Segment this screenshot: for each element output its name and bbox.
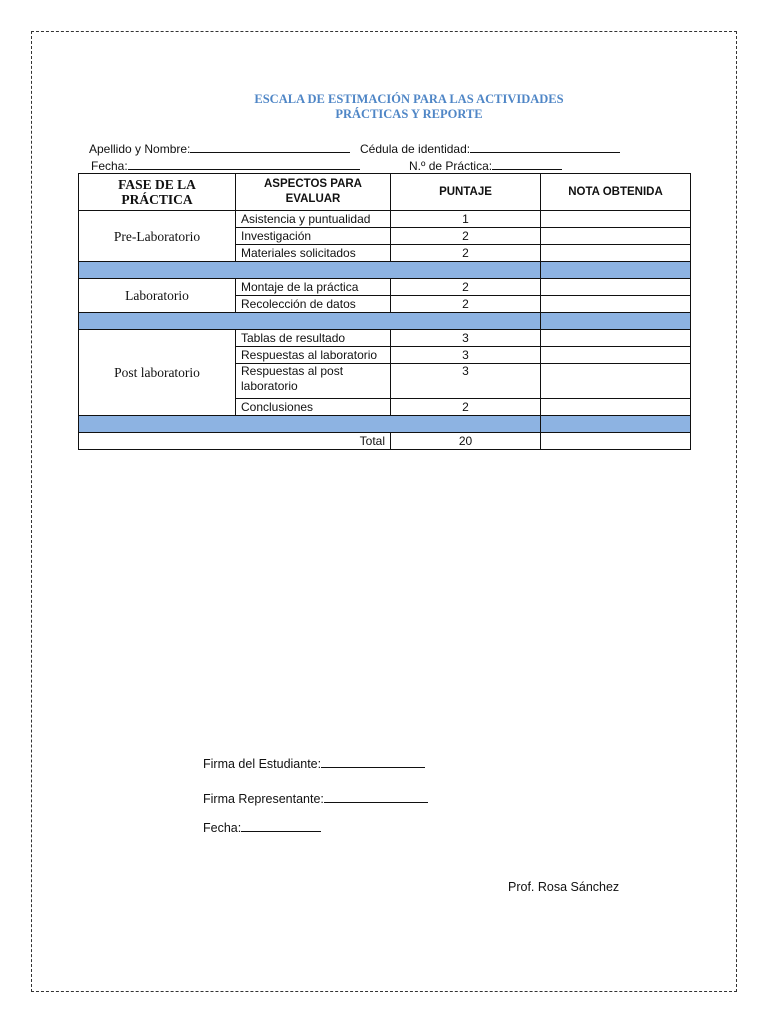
date-line[interactable] — [128, 157, 360, 170]
representative-signature-field — [203, 790, 428, 807]
name-field — [89, 140, 350, 156]
grade-cell[interactable] — [541, 228, 691, 245]
header-phase: FASE DE LA PRÁCTICA — [79, 174, 236, 211]
score-cell: 3 — [391, 347, 541, 364]
header-score: PUNTAJE — [391, 174, 541, 211]
score-cell: 3 — [391, 364, 541, 399]
table-row — [79, 330, 691, 347]
score-cell: 2 — [391, 279, 541, 296]
phase-pre-lab: Pre-Laboratorio — [79, 211, 236, 262]
score-cell: 2 — [391, 296, 541, 313]
score-cell: 2 — [391, 245, 541, 262]
practice-number-label: N.º de Práctica: — [409, 159, 493, 173]
grade-cell[interactable] — [541, 279, 691, 296]
separator-band — [79, 416, 541, 433]
aspect-cell: Investigación — [236, 228, 391, 245]
date-label: Fecha: — [91, 159, 128, 173]
aspect-cell: Respuestas al post laboratorio — [236, 364, 391, 399]
student-signature-field — [203, 755, 425, 772]
aspect-cell: Montaje de la práctica — [236, 279, 391, 296]
separator-row — [79, 416, 691, 433]
name-line[interactable] — [190, 140, 350, 153]
score-cell: 2 — [391, 228, 541, 245]
total-grade-cell[interactable] — [541, 433, 691, 450]
practice-number-field — [409, 157, 562, 173]
id-label: Cédula de identidad: — [360, 142, 471, 156]
student-signature-line[interactable] — [321, 755, 425, 768]
separator-band — [79, 313, 541, 330]
score-cell: 2 — [391, 399, 541, 416]
id-field — [360, 140, 620, 156]
title-line-1: ESCALA DE ESTIMACIÓN PARA LAS ACTIVIDADES — [254, 92, 564, 106]
score-cell: 3 — [391, 330, 541, 347]
header-grade: NOTA OBTENIDA — [541, 174, 691, 211]
professor-name: Prof. Rosa Sánchez — [508, 880, 620, 894]
aspect-cell: Respuestas al laboratorio — [236, 347, 391, 364]
separator-row — [79, 262, 691, 279]
practice-number-line[interactable] — [492, 157, 562, 170]
title-line-2: PRÁCTICAS Y REPORTE — [335, 107, 483, 121]
table-row — [79, 279, 691, 296]
grade-cell[interactable] — [541, 364, 691, 399]
representative-signature-label: Firma Representante: — [203, 792, 324, 806]
document-title — [0, 92, 768, 122]
table-row — [79, 211, 691, 228]
separator-band — [79, 262, 541, 279]
signature-date-label: Fecha: — [203, 821, 242, 835]
separator-band — [541, 313, 691, 330]
separator-band — [541, 262, 691, 279]
student-signature-label: Firma del Estudiante: — [203, 757, 322, 771]
phase-lab: Laboratorio — [79, 279, 236, 313]
grade-cell[interactable] — [541, 347, 691, 364]
total-row — [79, 433, 691, 450]
aspect-cell: Recolección de datos — [236, 296, 391, 313]
grade-cell[interactable] — [541, 399, 691, 416]
aspect-cell: Conclusiones — [236, 399, 391, 416]
grade-cell[interactable] — [541, 245, 691, 262]
signature-date-field — [203, 819, 321, 836]
aspect-cell: Materiales solicitados — [236, 245, 391, 262]
separator-row — [79, 313, 691, 330]
grade-cell[interactable] — [541, 296, 691, 313]
separator-band — [541, 416, 691, 433]
phase-post-lab: Post laboratorio — [79, 330, 236, 416]
header-aspects: ASPECTOS PARA EVALUAR — [236, 174, 391, 211]
table-header-row — [79, 174, 691, 211]
aspect-cell: Tablas de resultado — [236, 330, 391, 347]
score-cell: 1 — [391, 211, 541, 228]
id-line[interactable] — [470, 140, 620, 153]
grade-cell[interactable] — [541, 330, 691, 347]
total-score: 20 — [391, 433, 541, 450]
total-label: Total — [79, 433, 391, 450]
aspect-cell: Asistencia y puntualidad — [236, 211, 391, 228]
evaluation-table — [78, 173, 691, 450]
grade-cell[interactable] — [541, 211, 691, 228]
date-field — [91, 157, 360, 173]
name-label: Apellido y Nombre: — [89, 142, 191, 156]
signature-date-line[interactable] — [241, 819, 321, 832]
representative-signature-line[interactable] — [324, 790, 428, 803]
